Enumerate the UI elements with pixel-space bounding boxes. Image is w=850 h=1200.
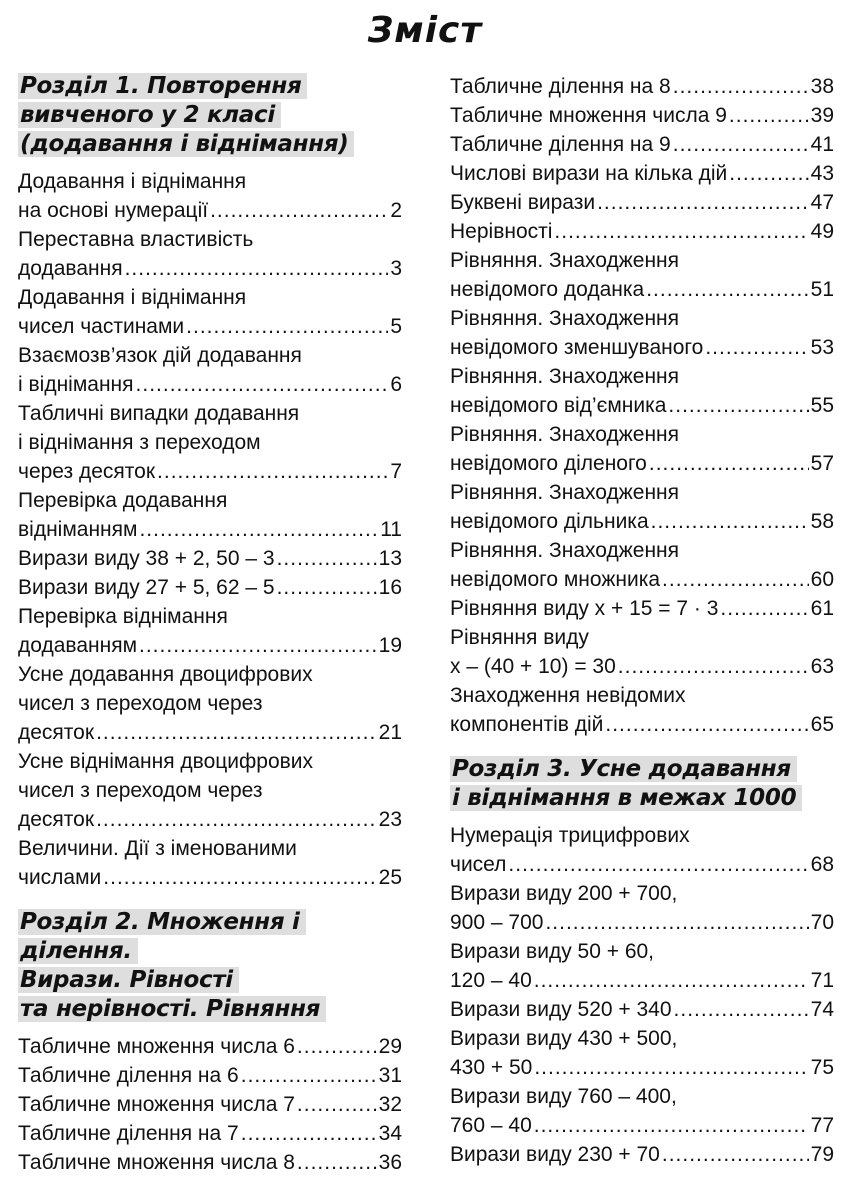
page-number: 29 — [378, 1035, 402, 1058]
toc-entry-title: невідомого діленого — [450, 452, 647, 475]
toc-entry-title: 760 – 40 — [450, 1114, 532, 1137]
toc-entry-line — [450, 710, 834, 739]
toc-entry-line — [450, 1140, 834, 1169]
page-number: 25 — [378, 866, 402, 889]
toc-entry[interactable] — [18, 544, 402, 573]
toc-entry[interactable] — [450, 1024, 834, 1082]
page-number: 21 — [378, 721, 402, 744]
section-heading-text: та нерівності. Рівняння — [18, 996, 326, 1022]
toc-entry-line — [18, 515, 402, 544]
toc-entry-line — [18, 863, 402, 892]
toc-entry-title: числами — [18, 866, 102, 889]
page-number: 19 — [378, 634, 402, 657]
toc-column-left — [18, 72, 402, 1177]
toc-entry-title: Вирази виду 38 + 2, 50 – 3 — [18, 547, 275, 570]
page-number: 32 — [378, 1093, 402, 1116]
toc-entry-line — [18, 1061, 402, 1090]
toc-entry-line — [18, 312, 402, 341]
page-number: 7 — [390, 460, 402, 483]
section-heading — [18, 72, 402, 159]
page-number: 6 — [390, 373, 402, 396]
toc-entry[interactable] — [18, 1090, 402, 1119]
dot-leader — [103, 863, 376, 892]
dot-leader — [545, 908, 808, 937]
toc-entry-line — [18, 718, 402, 747]
dot-leader — [705, 333, 808, 362]
page-number: 71 — [810, 969, 834, 992]
dot-leader — [139, 631, 377, 660]
toc-entry-title: Буквені вирази — [450, 191, 596, 214]
toc-entry[interactable] — [450, 420, 834, 478]
toc-entry[interactable] — [450, 362, 834, 420]
toc-entry[interactable] — [450, 995, 834, 1024]
toc-entry-line — [450, 188, 834, 217]
toc-entry-line — [18, 776, 402, 805]
toc-entry-line — [450, 304, 834, 333]
toc-entry-title: Рівняння. Знаходження — [450, 307, 680, 330]
toc-entry-title: і віднімання — [18, 373, 134, 396]
page-number: 3 — [390, 257, 402, 280]
dot-leader — [508, 850, 808, 879]
toc-entry-title: десяток — [18, 808, 95, 831]
toc-entry-title: чисел частинами — [18, 315, 185, 338]
toc-entry-line — [18, 1119, 402, 1148]
page-number: 60 — [810, 568, 834, 591]
dot-leader — [534, 966, 809, 995]
toc-entry-title: Нумерація трицифрових — [450, 824, 690, 847]
toc-entry-line — [18, 1090, 402, 1119]
toc-entry-title: 120 – 40 — [450, 969, 532, 992]
toc-entry-title: Усне віднімання двоцифрових — [18, 750, 314, 773]
toc-entry-line — [450, 246, 834, 275]
page-number: 43 — [810, 162, 834, 185]
toc-entry-title: Табличне ділення на 7 — [18, 1122, 239, 1145]
page-number: 57 — [810, 452, 834, 475]
toc-entry[interactable] — [18, 283, 402, 341]
dot-leader — [618, 652, 809, 681]
toc-entry-title: x – (40 + 10) = 30 — [450, 655, 616, 678]
page-number: 49 — [810, 220, 834, 243]
toc-entry-line — [450, 850, 834, 879]
toc-entry-title: Табличне ділення на 8 — [450, 75, 671, 98]
page-number: 70 — [810, 911, 834, 934]
toc-entry-title: Вирази виду 230 + 70 — [450, 1143, 660, 1166]
dot-leader — [157, 457, 388, 486]
toc-entry[interactable] — [450, 879, 834, 937]
toc-entry-title: компонентів дій — [450, 713, 604, 736]
dot-leader — [554, 217, 808, 246]
toc-entry-line — [450, 966, 834, 995]
dot-leader — [241, 1119, 377, 1148]
dot-leader — [729, 159, 808, 188]
toc-entry-line — [450, 449, 834, 478]
toc-entry-line — [450, 101, 834, 130]
toc-entry[interactable] — [450, 246, 834, 304]
page-number: 65 — [810, 713, 834, 736]
toc-entry-title: Вирази виду 760 – 400, — [450, 1085, 677, 1108]
toc-entry-title: на основі нумерації — [18, 199, 209, 222]
section-heading-line — [18, 130, 402, 159]
toc-entry-title: 430 + 50 — [450, 1056, 533, 1079]
dot-leader — [96, 805, 377, 834]
toc-entry-line — [450, 275, 834, 304]
dot-leader — [297, 1148, 377, 1177]
toc-entry-line — [18, 486, 402, 515]
toc-entry-title: відніманням — [18, 518, 138, 541]
toc-entry-line — [18, 573, 402, 602]
page-number: 74 — [810, 998, 834, 1021]
toc-entry-line — [18, 834, 402, 863]
toc-entry[interactable] — [450, 304, 834, 362]
section-heading-text: Вирази. Рівності — [18, 967, 239, 993]
page-number: 63 — [810, 655, 834, 678]
page-number: 31 — [378, 1064, 402, 1087]
toc-entry-title: Вирази виду 27 + 5, 62 – 5 — [18, 576, 275, 599]
toc-entry-line — [450, 623, 834, 652]
toc-entry-line — [18, 1148, 402, 1177]
toc-entry-line — [18, 457, 402, 486]
toc-entry-line — [18, 660, 402, 689]
dot-leader — [297, 1090, 377, 1119]
toc-entry-line — [450, 391, 834, 420]
toc-entry[interactable] — [18, 834, 402, 892]
toc-entry-title: Табличні випадки додавання — [18, 402, 300, 425]
toc-entry-title: Табличне множення числа 8 — [18, 1151, 295, 1174]
toc-entry-title: додаванням — [18, 634, 138, 657]
toc-entry[interactable] — [18, 573, 402, 602]
section-heading-line — [18, 908, 402, 966]
toc-entry-line — [18, 689, 402, 718]
toc-entry-line — [450, 821, 834, 850]
toc-entry-line — [450, 333, 834, 362]
dot-leader — [662, 1140, 809, 1169]
toc-entry-title: Табличне множення числа 6 — [18, 1035, 295, 1058]
toc-entry-line — [450, 362, 834, 391]
toc-entry-line — [450, 995, 834, 1024]
dot-leader — [139, 515, 378, 544]
toc-entry-line — [450, 879, 834, 908]
page-number: 79 — [810, 1143, 834, 1166]
page-number: 41 — [810, 133, 834, 156]
toc-entry-title: Рівняння. Знаходження — [450, 423, 680, 446]
toc-entry-title: Табличне ділення на 9 — [450, 133, 671, 156]
toc-entry-line — [450, 594, 834, 623]
toc-entry-line — [450, 908, 834, 937]
dot-leader — [646, 275, 808, 304]
dot-leader — [277, 573, 377, 602]
dot-leader — [125, 254, 389, 283]
toc-entry-line — [18, 196, 402, 225]
toc-entry[interactable] — [450, 478, 834, 536]
toc-entry-title: невідомого доданка — [450, 278, 645, 301]
toc-entry-line — [450, 565, 834, 594]
toc-entry[interactable] — [450, 159, 834, 188]
dot-leader — [297, 1032, 377, 1061]
toc-entry[interactable] — [450, 1082, 834, 1140]
page-number: 16 — [378, 576, 402, 599]
toc-entry-title: десяток — [18, 721, 95, 744]
section-heading-text: і віднімання в межах 1000 — [450, 785, 802, 811]
page-number: 13 — [378, 547, 402, 570]
toc-entry-line — [18, 167, 402, 196]
toc-entry-title: Рівняння виду x + 15 = 7 · 3 — [450, 597, 719, 620]
toc-entry[interactable] — [18, 486, 402, 544]
toc-entry-title: Знаходження невідомих — [450, 684, 686, 707]
toc-entry-title: Табличне множення числа 9 — [450, 104, 727, 127]
toc-entry-line — [18, 370, 402, 399]
page-number: 34 — [378, 1122, 402, 1145]
toc-entry-title: Величини. Дії з іменованими — [18, 837, 297, 860]
toc-entry-line — [18, 254, 402, 283]
dot-leader — [668, 391, 808, 420]
toc-entry[interactable] — [18, 602, 402, 660]
toc-entry-line — [450, 1111, 834, 1140]
page-number: 5 — [390, 315, 402, 338]
toc-entry-title: Перевірка віднімання — [18, 605, 228, 628]
section-heading-text: Розділ 1. Повторення — [18, 73, 307, 99]
toc-entry-line — [18, 805, 402, 834]
dot-leader — [534, 1111, 809, 1140]
page-number: 61 — [810, 597, 834, 620]
section-heading-line — [18, 101, 402, 130]
section-heading-line — [450, 755, 834, 784]
page-number: 75 — [810, 1056, 834, 1079]
toc-entry[interactable] — [450, 623, 834, 681]
toc-entry-title: Вирази виду 430 + 500, — [450, 1027, 678, 1050]
toc-entry-line — [450, 652, 834, 681]
toc-entry-title: Числові вирази на кілька дій — [450, 162, 728, 185]
toc-entry-title: невідомого зменшуваного — [450, 336, 704, 359]
page-number: 47 — [810, 191, 834, 214]
toc-entry-line — [18, 399, 402, 428]
toc-entry[interactable] — [18, 660, 402, 747]
toc-entry-line — [18, 544, 402, 573]
toc-entry-line — [18, 747, 402, 776]
toc-entry-title: Вирази виду 520 + 340 — [450, 998, 672, 1021]
toc-entry-title: Вирази виду 50 + 60, — [450, 940, 655, 963]
page-number: 23 — [378, 808, 402, 831]
toc-entry[interactable] — [450, 821, 834, 879]
section-heading-text: Розділ 3. Усне додавання — [450, 756, 797, 782]
toc-entry-line — [450, 507, 834, 536]
toc-entry[interactable] — [18, 1061, 402, 1090]
section-heading-line — [18, 72, 402, 101]
toc-entry-line — [18, 1032, 402, 1061]
toc-entry[interactable] — [450, 594, 834, 623]
dot-leader — [186, 312, 388, 341]
toc-entry-title: невідомого від’ємника — [450, 394, 667, 417]
toc-entry-line — [18, 631, 402, 660]
toc-entry-title: Нерівності — [450, 220, 553, 243]
toc-entry-line — [450, 1082, 834, 1111]
page-number: 51 — [810, 278, 834, 301]
toc-entry[interactable] — [18, 225, 402, 283]
page-number: 2 — [390, 199, 402, 222]
toc-entry[interactable] — [450, 217, 834, 246]
page-number: 38 — [810, 75, 834, 98]
section-heading — [450, 755, 834, 813]
toc-entry-title: невідомого множника — [450, 568, 661, 591]
dot-leader — [673, 130, 809, 159]
toc-entry-title: Табличне ділення на 6 — [18, 1064, 239, 1087]
toc-entry-line — [18, 283, 402, 312]
toc-entry-title: через десяток — [18, 460, 156, 483]
toc-entry[interactable] — [18, 399, 402, 486]
page-number: 68 — [810, 853, 834, 876]
toc-entry-title: Додавання і віднімання — [18, 286, 247, 309]
page-number: 77 — [810, 1114, 834, 1137]
dot-leader — [674, 995, 809, 1024]
toc-entry-title: Рівняння. Знаходження — [450, 539, 680, 562]
dot-leader — [241, 1061, 377, 1090]
toc-entry-title: Вирази виду 200 + 700, — [450, 882, 678, 905]
toc-entry-title: Рівняння. Знаходження — [450, 481, 680, 504]
toc-entry-title: Додавання і віднімання — [18, 170, 247, 193]
toc-entry-title: Рівняння. Знаходження — [450, 365, 680, 388]
toc-entry-title: Перевірка додавання — [18, 489, 228, 512]
toc-entry-line — [18, 225, 402, 254]
toc-entry-line — [450, 159, 834, 188]
toc-entry-line — [450, 420, 834, 449]
toc-entry[interactable] — [18, 747, 402, 834]
toc-entry-title: Усне додавання двоцифрових — [18, 663, 313, 686]
toc-entry-title: 900 – 700 — [450, 911, 544, 934]
dot-leader — [729, 101, 809, 130]
toc-entry-title: Рівняння виду — [450, 626, 589, 649]
dot-leader — [136, 370, 389, 399]
toc-entry[interactable] — [450, 72, 834, 101]
dot-leader — [673, 72, 809, 101]
toc-entry[interactable] — [450, 681, 834, 739]
toc-entry-title: і віднімання з переходом — [18, 431, 261, 454]
dot-leader — [597, 188, 809, 217]
section-heading — [18, 908, 402, 1024]
page-title: Зміст — [367, 10, 483, 51]
dot-leader — [534, 1053, 808, 1082]
toc-entry-line — [450, 217, 834, 246]
toc-entry[interactable] — [450, 130, 834, 159]
dot-leader — [96, 718, 377, 747]
section-heading-text: Розділ 2. Множення і ділення. — [18, 909, 306, 964]
toc-entry[interactable] — [18, 167, 402, 225]
toc-entry[interactable] — [450, 937, 834, 995]
toc-entry-line — [18, 341, 402, 370]
section-heading-line — [18, 966, 402, 995]
toc-entry-line — [450, 1053, 834, 1082]
toc-entry-line — [18, 602, 402, 631]
toc-entry-title: Переставна властивість — [18, 228, 254, 251]
page-number: 39 — [810, 104, 834, 127]
page-number: 58 — [810, 510, 834, 533]
toc-entry-line — [450, 937, 834, 966]
dot-leader — [662, 565, 809, 594]
toc-entry[interactable] — [18, 1119, 402, 1148]
dot-leader — [277, 544, 377, 573]
section-heading-line — [18, 995, 402, 1024]
toc-entry-title: чисел з переходом через — [18, 692, 263, 715]
toc-entry-title: Взаємозв’язок дій додавання — [18, 344, 302, 367]
section-heading-text: (додавання і віднімання) — [18, 131, 354, 157]
toc-entry[interactable] — [450, 536, 834, 594]
toc-entry-line — [450, 536, 834, 565]
page-number: 53 — [810, 336, 834, 359]
dot-leader — [651, 507, 809, 536]
section-heading-text: вивченого у 2 класі — [18, 102, 281, 128]
toc-entry-title: чисел з переходом через — [18, 779, 263, 802]
toc-entry[interactable] — [450, 188, 834, 217]
toc-entry[interactable] — [18, 341, 402, 399]
toc-entry-title: додавання — [18, 257, 123, 280]
toc-entry-line — [450, 478, 834, 507]
toc-entry-line — [450, 72, 834, 101]
toc-entry-line — [450, 130, 834, 159]
toc-entry-title: чисел — [450, 853, 507, 876]
toc-entry[interactable] — [18, 1148, 402, 1177]
page-number: 11 — [380, 518, 402, 541]
toc-column-right — [450, 72, 834, 1169]
toc-entry[interactable] — [450, 1140, 834, 1169]
toc-entry-line — [450, 681, 834, 710]
toc-entry[interactable] — [18, 1032, 402, 1061]
toc-entry-title: Табличне множення числа 7 — [18, 1093, 295, 1116]
toc-entry-line — [450, 1024, 834, 1053]
toc-entry-title: невідомого дільника — [450, 510, 649, 533]
page-number: 36 — [378, 1151, 402, 1174]
section-heading-line — [450, 784, 834, 813]
page-number: 55 — [810, 394, 834, 417]
dot-leader — [210, 196, 388, 225]
toc-entry-line — [18, 428, 402, 457]
toc-entry[interactable] — [450, 101, 834, 130]
dot-leader — [605, 710, 808, 739]
toc-entry-title: Рівняння. Знаходження — [450, 249, 680, 272]
dot-leader — [720, 594, 808, 623]
dot-leader — [649, 449, 809, 478]
